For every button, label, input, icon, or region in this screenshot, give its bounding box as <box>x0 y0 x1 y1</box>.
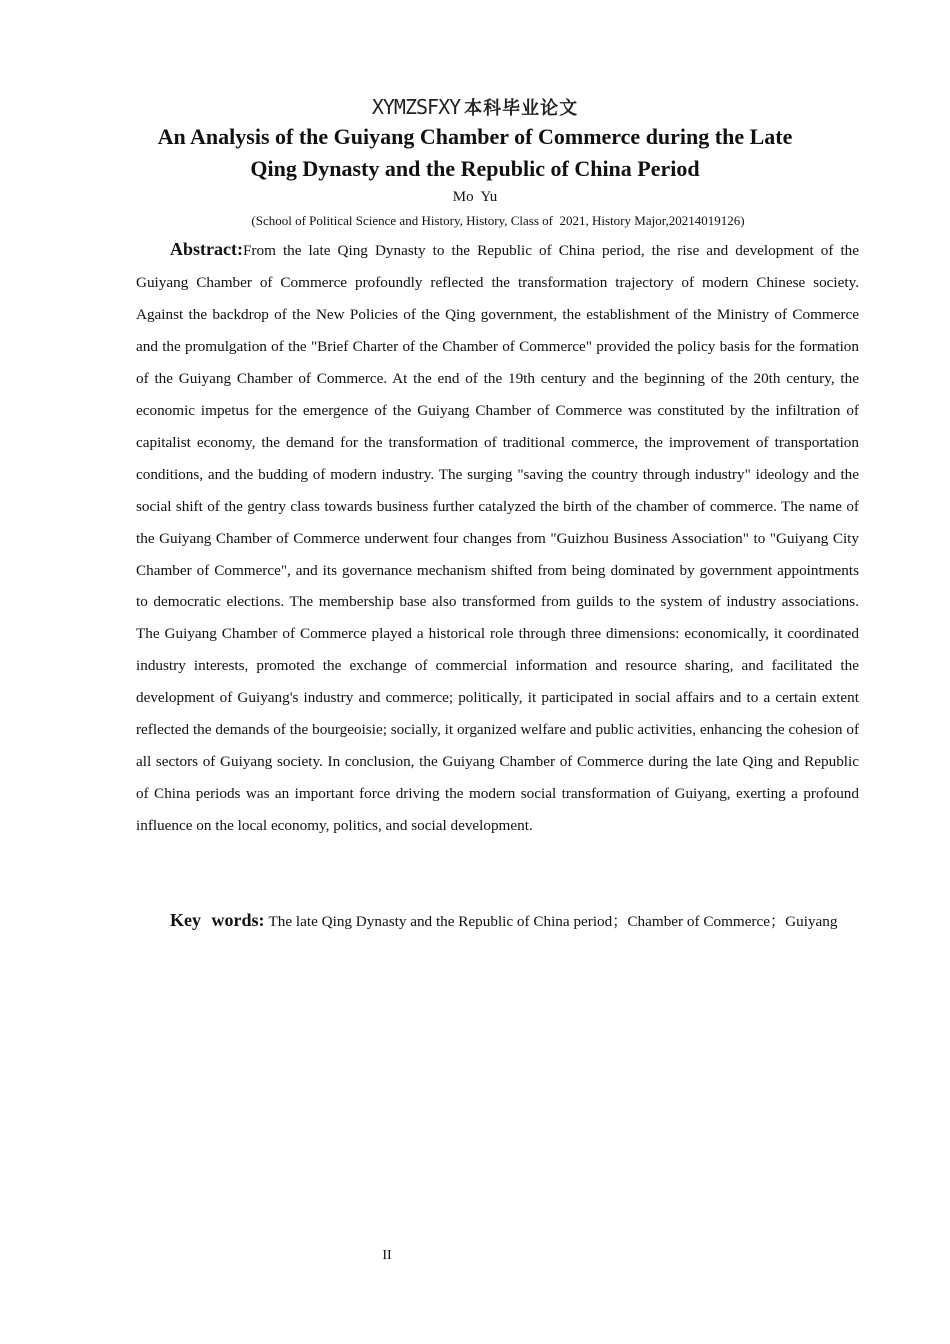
running-header <box>0 92 950 124</box>
keywords-paragraph <box>136 905 859 937</box>
school-code: XYMZSFXY <box>371 95 461 119</box>
abstract-paragraph <box>136 234 859 842</box>
page-number: II <box>382 1248 392 1263</box>
keywords-text: The late Qing Dynasty and the Republic of China period；Chamber of Commerce；Guiyang <box>268 913 838 930</box>
thesis-type-label: 本科毕业论文 <box>464 98 579 119</box>
abstract-label: Abstract: <box>170 239 243 259</box>
author-affiliation: (School of Political Science and History, History, Class of 2021, History Major,20214019126) <box>251 213 745 228</box>
abstract-text: From the late Qing Dynasty to the Republic of China period, the rise and development of the Guiyang Chamber of Commerce profoundly reflected the transformation trajectory of modern Chinese society. Against the backdrop of the New Policies of the Qing government, the establishment of the Ministry of Commerce and the promulgation of the "Brief Charter of the Chamber of Commerce" provided the policy basis for the formation of the Guiyang Chamber of Commerce. At the end of the 19th century and the beginning of the 20th century, the economic impetus for the emergence of the Guiyang Chamber of Commerce was constituted by the infiltration of capitalist economy, the demand for the transformation of traditional commerce, the improvement of transportation conditions, and the budding of modern industry. The surging "saving the country through industry" ideology and the social shift of the gentry class towards business further catalyzed the birth of the chamber of commerce. The name of the Guiyang Chamber of Commerce underwent four changes from "Guizhou Business Association" to "Guiyang City Chamber of Commerce", and its governance mechanism shifted from being dominated by government appointments to democratic elections. The membership base also transformed from guilds to the system of industry associations. The Guiyang Chamber of Commerce played a historical role through three dimensions: economically, it coordinated industry interests, promoted the exchange of commercial information and resource sharing, and facilitated the development of Guiyang's industry and commerce; politically, it participated in social affairs and to a certain extent reflected the demands of the bourgeoisie; socially, it organized welfare and public activities, enhancing the cohesion of all sectors of Guiyang society. In conclusion, the Guiyang Chamber of Commerce during the late Qing and Republic of China periods was an important force driving the modern social transformation of Guiyang, exerting a profound influence on the local economy, politics, and social development. <box>136 242 859 835</box>
author-name: Mo Yu <box>452 189 498 205</box>
keywords-label: Key words: <box>170 910 265 930</box>
paper-title: An Analysis of the Guiyang Chamber of Commerce during the Late Qing Dynasty and the Republic of China Period <box>157 124 793 181</box>
